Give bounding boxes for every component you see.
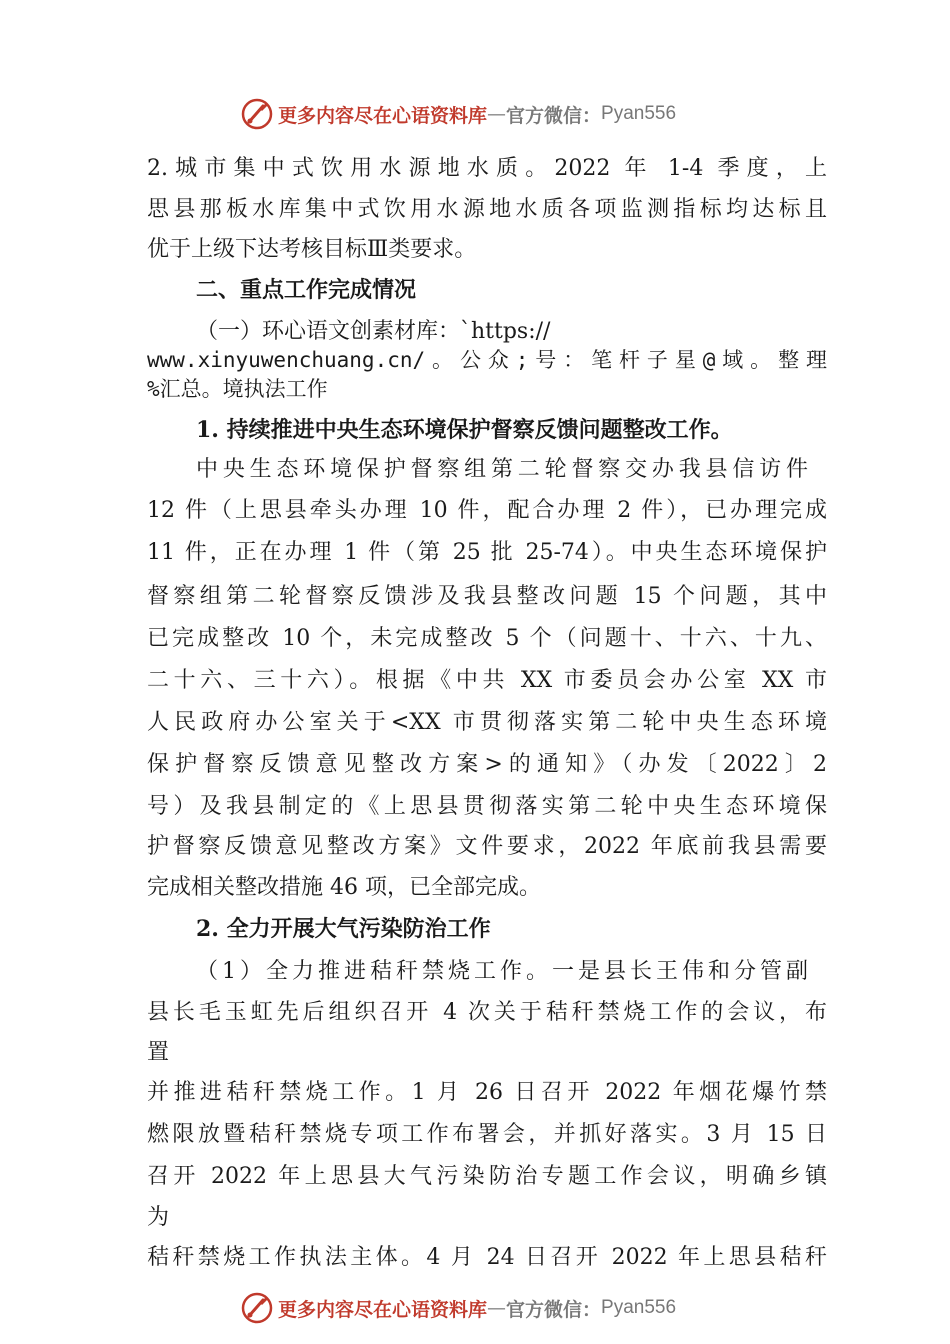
paragraph-line: 人民政府办公室关于<XX 市贯彻落实第二轮中央生态环境 (147, 710, 827, 735)
watermark-dash: — (487, 1297, 507, 1319)
section-heading: 二、重点工作完成情况 (196, 277, 417, 303)
paragraph-line: 护督察反馈意见整改方案》文件要求，2022 年底前我县需要 (147, 834, 827, 859)
paragraph-line: 为 (147, 1205, 170, 1230)
watermark-red-text: 更多内容尽在心语资料库 (278, 104, 488, 127)
paragraph-line: 置 (147, 1040, 170, 1065)
paragraph-line: 督察组第二轮督察反馈涉及我县整改问题 15 个问题，其中 (147, 584, 827, 609)
paragraph-line: 12 件（上思县牵头办理 10 件，配合办理 2 件），已办理完成 (147, 498, 827, 523)
paragraph-line: 完成相关整改措施 46 项，已全部完成。 (147, 875, 541, 900)
watermark-gray-text: 官方微信： (506, 1298, 602, 1321)
paragraph-line: 二十六、三十六）。根据《中共 XX 市委员会办公室 XX 市 (147, 668, 827, 693)
paragraph-line: 燃限放暨秸秆禁烧专项工作布署会，并抓好落实。3 月 15 日 (147, 1122, 827, 1147)
watermark-footer (240, 1291, 760, 1325)
watermark-red-text: 更多内容尽在心语资料库 (278, 1298, 488, 1321)
paragraph-line: %汇总。境执法工作 (147, 377, 328, 401)
paragraph-line: 召开 2022 年上思县大气污染防治专题工作会议，明确乡镇 (147, 1164, 827, 1189)
paragraph-line: 已完成整改 10 个，未完成整改 5 个（问题十、十六、十九、 (147, 626, 827, 651)
brush-logo-icon (240, 97, 274, 131)
brush-logo-icon (240, 1291, 274, 1325)
subsection-heading: 1. 持续推进中央生态环境保护督察反馈问题整改工作。 (196, 417, 733, 443)
paragraph-line: www.xinyuwenchuang.cn/。公众;号：笔杆子星@域。整理 (147, 348, 827, 372)
paragraph-line: 优于上级下达考核目标Ⅲ类要求。 (147, 237, 477, 262)
watermark-gray-text: 官方微信： (506, 104, 602, 127)
watermark-dash: — (487, 103, 507, 125)
paragraph-line: 并推进秸秆禁烧工作。1 月 26 日召开 2022 年烟花爆竹禁 (147, 1080, 827, 1105)
watermark-wechat-id: Pyan556 (601, 103, 677, 124)
paragraph-line: 保护督察反馈意见整改方案>的通知》（办发〔2022〕2 (147, 752, 827, 777)
paragraph-line: 思县那板水库集中式饮用水源地水质各项监测指标均达标且 (147, 197, 827, 222)
paragraph-line: 县长毛玉虹先后组织召开 4 次关于秸秆禁烧工作的会议，布 (147, 1000, 827, 1025)
paragraph-line: 秸秆禁烧工作执法主体。4 月 24 日召开 2022 年上思县秸秆 (147, 1245, 827, 1270)
paragraph-line: 11 件，正在办理 1 件（第 25 批 25-74）。中央生态环境保护 (147, 540, 827, 565)
paragraph-line: （1）全力推进秸秆禁烧工作。一是县长王伟和分管副 (196, 959, 808, 984)
paragraph-line: 号）及我县制定的《上思县贯彻落实第二轮中央生态环境保 (147, 794, 827, 819)
paragraph-line: （一）环心语文创素材库：`https:// (196, 319, 551, 344)
watermark-header (240, 97, 760, 131)
watermark-wechat-id: Pyan556 (601, 1297, 677, 1318)
paragraph-line: 2.城市集中式饮用水源地水质。2022 年 1-4 季度，上 (147, 156, 827, 181)
subsection-heading: 2. 全力开展大气污染防治工作 (196, 916, 491, 942)
paragraph-line: 中央生态环境保护督察组第二轮督察交办我县信访件 (196, 457, 808, 482)
